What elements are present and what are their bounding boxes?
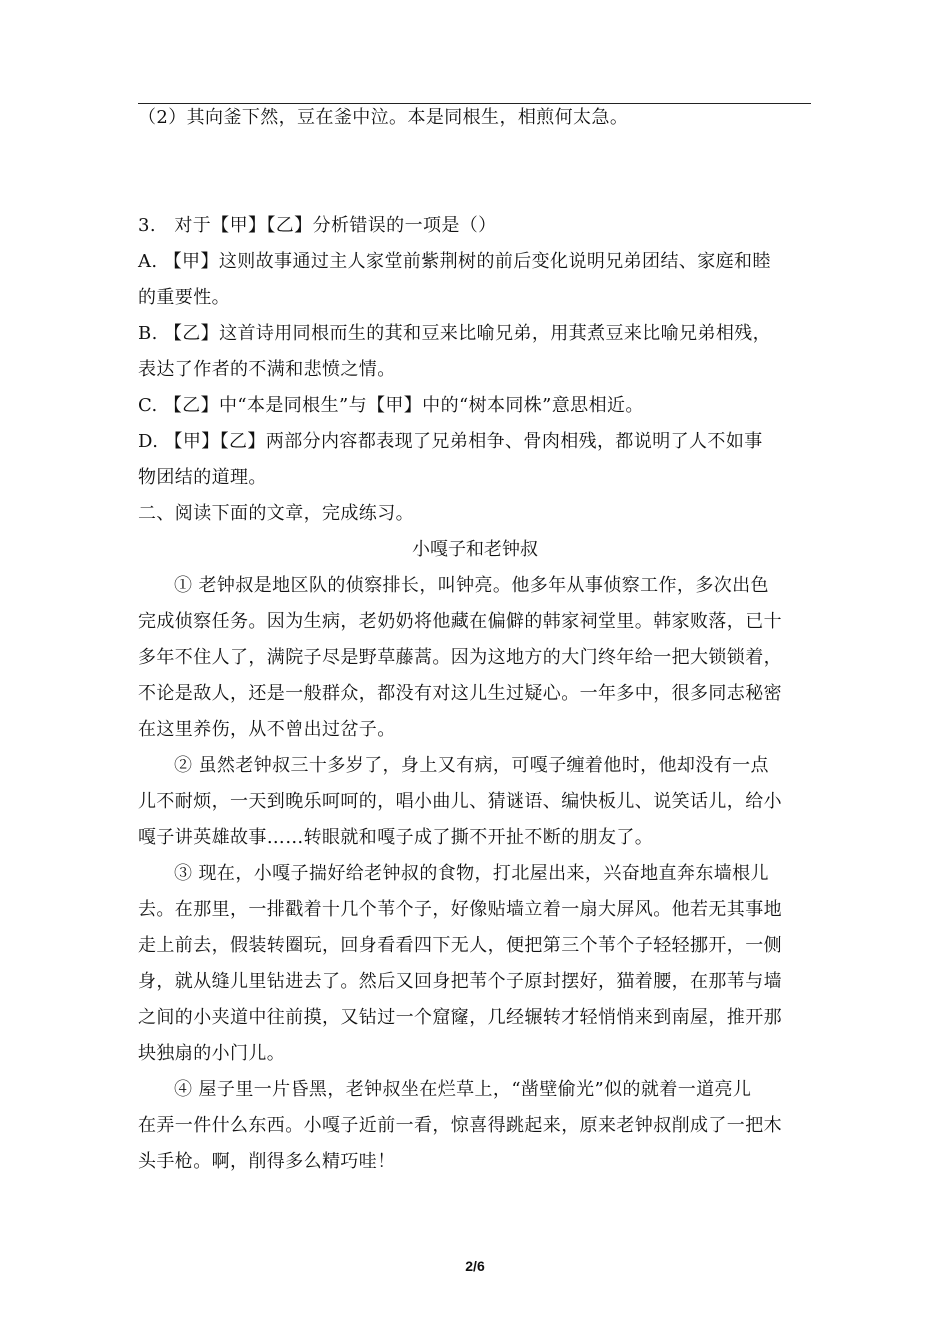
paragraph-1-line-5: 在这里养伤，从不曾出过岔子。 (138, 719, 396, 740)
paragraph-3-line-3: 走上前去，假装转圈玩，回身看看四下无人，便把第三个苇个子轻轻挪开，一侧 (138, 935, 782, 956)
option-d-line-1: D. 【甲】【乙】两部分内容都表现了兄弟相争、骨肉相残，都说明了人不如事 (138, 431, 763, 452)
paragraph-1-line-1: ① 老钟叔是地区队的侦察排长，叫钟亮。他多年从事侦察工作，多次出色 (174, 575, 769, 596)
option-a-line-2: 的重要性。 (138, 287, 230, 308)
section-2-heading: 二、阅读下面的文章，完成练习。 (138, 503, 414, 524)
paragraph-1-line-3: 多年不住人了，满院子尽是野草藤蒿。因为这地方的大门终年给一把大锁锁着， (138, 647, 782, 668)
paragraph-3-line-1: ③ 现在，小嘎子揣好给老钟叔的食物，打北屋出来，兴奋地直奔东墙根儿 (174, 863, 769, 884)
poem-line-2: （2）其向釜下然，豆在釜中泣。本是同根生，相煎何太急。 (138, 107, 629, 128)
paragraph-2-line-1: ② 虽然老钟叔三十多岁了，身上又有病，可嘎子缠着他时，他却没有一点 (174, 755, 769, 776)
question-3-stem: 3. 对于【甲】【乙】分析错误的一项是（） (138, 215, 497, 236)
option-a-line-1: A. 【甲】这则故事通过主人家堂前紫荆树的前后变化说明兄弟团结、家庭和睦 (138, 251, 771, 272)
option-b-line-2: 表达了作者的不满和悲愤之情。 (138, 359, 396, 380)
paragraph-4-line-2: 在弄一件什么东西。小嘎子近前一看，惊喜得跳起来，原来老钟叔削成了一把木 (138, 1115, 782, 1136)
header-rule (138, 103, 811, 104)
paragraph-3-line-6: 块独扇的小门儿。 (138, 1043, 286, 1064)
paragraph-3-line-5: 之间的小夹道中往前摸，又钻过一个窟窿，几经辗转才轻悄悄来到南屋，推开那 (138, 1007, 782, 1028)
option-c-line-1: C. 【乙】中“本是同根生”与【甲】中的“树本同株”意思相近。 (138, 395, 644, 416)
paragraph-1-line-4: 不论是敌人，还是一般群众，都没有对这儿生过疑心。一年多中，很多同志秘密 (138, 683, 782, 704)
option-d-line-2: 物团结的道理。 (138, 467, 267, 488)
option-b-line-1: B. 【乙】这首诗用同根而生的萁和豆来比喻兄弟，用萁煮豆来比喻兄弟相残， (138, 323, 772, 344)
page-number: 2/6 (465, 1258, 485, 1274)
paragraph-3-line-4: 身，就从缝儿里钻进去了。然后又回身把苇个子原封摆好，猫着腰，在那苇与墙 (138, 971, 782, 992)
paragraph-2-line-3: 嘎子讲英雄故事……转眼就和嘎子成了撕不开扯不断的朋友了。 (138, 827, 654, 848)
paragraph-4-line-1: ④ 屋子里一片昏黑，老钟叔坐在烂草上，“凿壁偷光”似的就着一道亮儿 (174, 1079, 752, 1100)
paragraph-1-line-2: 完成侦察任务。因为生病，老奶奶将他藏在偏僻的韩家祠堂里。韩家败落，已十 (138, 611, 782, 632)
paragraph-2-line-2: 儿不耐烦，一天到晚乐呵呵的，唱小曲儿、猜谜语、编快板儿、说笑话儿，给小 (138, 791, 782, 812)
paragraph-4-line-3: 头手枪。啊，削得多么精巧哇！ (138, 1151, 396, 1172)
article-title: 小嘎子和老钟叔 (412, 539, 538, 560)
paragraph-3-line-2: 去。在那里，一排戳着十几个苇个子，好像贴墙立着一扇大屏风。他若无其事地 (138, 899, 782, 920)
